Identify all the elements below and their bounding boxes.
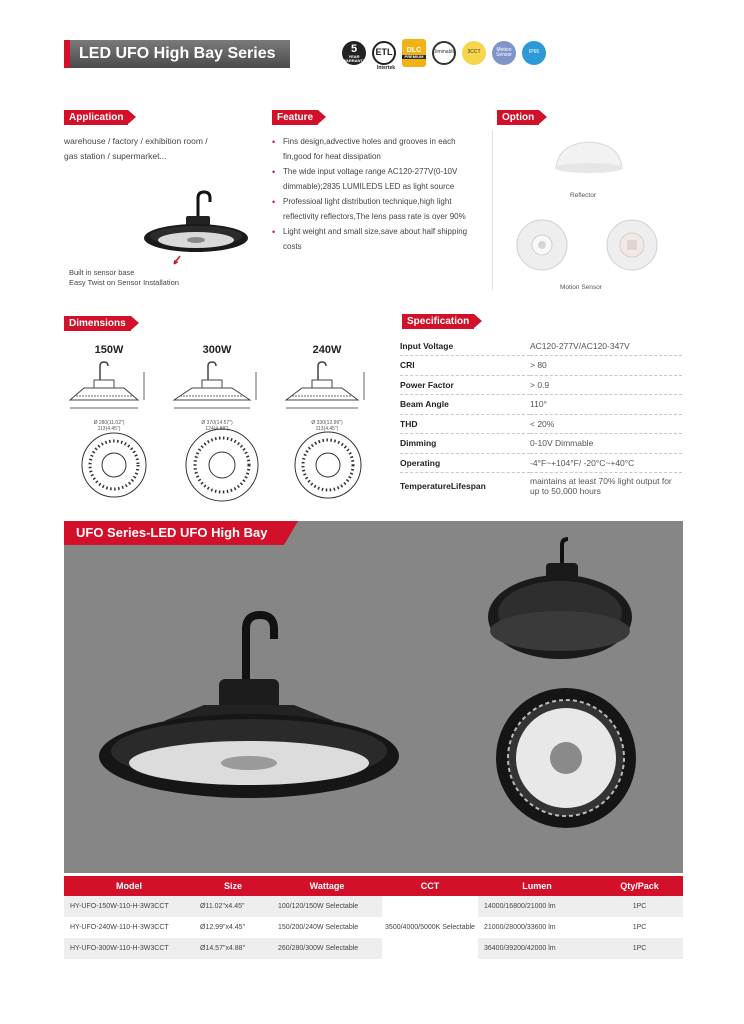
height-measure: 113(4.45") <box>315 426 339 432</box>
specification-label: Specification <box>402 314 474 329</box>
col-header-lumen: Lumen <box>478 876 596 896</box>
col-header-qty: Qty/Pack <box>596 876 683 896</box>
diameter-measure: Ø 280(11.02") <box>93 420 125 426</box>
top-view-300w <box>186 429 258 501</box>
dimension-150w: 150W Ø 280(11.02") 113(4.45") <box>64 344 154 432</box>
divider <box>492 130 493 290</box>
top-view-240w <box>295 432 361 498</box>
table-row: HY-UFO-150W-110-H-3W3CCT Ø11.02"x4.45" 100/120/150W Selectable 3500/4000/5000K Selectable 14000/16800/21000 lm 1PC <box>64 896 683 917</box>
spec-row: Operating -4°F~+104°F/ -20°C~+40°C <box>400 453 682 473</box>
diameter-measure: Ø 370(14.57") <box>201 420 233 426</box>
cct-cell: 3500/4000/5000K Selectable <box>382 896 478 959</box>
warranty-badge: 5 YEAR WARRANTY <box>342 42 366 64</box>
feature-list <box>270 135 480 255</box>
page-title: LED UFO High Bay Series <box>79 45 276 62</box>
reflector-caption: Reflector <box>570 192 597 199</box>
ip65-badge: IP65 <box>522 41 546 65</box>
page-title-bar <box>64 40 290 68</box>
dimension-240w: 240W Ø 330(12.99") 113(4.45") <box>282 344 372 432</box>
motion-sensor-badge: Motion Sensor <box>492 41 516 65</box>
feature-item: • Professioal light distribution technique,high light reflectivity reflectors,The lens pass rate is over 90% <box>270 195 480 224</box>
feature-item: • The wide input voltage range AC120-277V(0-10V dimmable);2835 LUMILEDS LED as light source <box>270 165 480 194</box>
feature-item: • Fins design,advective holes and grooves in each fin,good for heat dissipation <box>270 135 480 164</box>
reflector-image <box>548 138 630 176</box>
feature-item: • Light weight and small size,save about half shipping costs <box>270 225 480 254</box>
product-table <box>64 876 683 959</box>
feature-label: Feature <box>272 110 318 125</box>
spec-row: Power Factor > 0.9 <box>400 375 682 395</box>
top-view-drawings <box>64 428 364 502</box>
application-label: Application <box>64 110 128 125</box>
dlc-badge: DLC PREMIUM <box>402 39 426 67</box>
spec-row: Input Voltage AC120-277V/AC120-347V <box>400 336 682 356</box>
table-row: HY-UFO-240W-110-H-3W3CCT Ø12.99"x4.45" 150/200/240W Selectable 21000/28000/33600 lm 1PC <box>70 924 647 931</box>
ufo-lamp-front-image <box>494 686 639 831</box>
diameter-measure: Ø 330(12.99") <box>311 420 343 426</box>
col-header-cct: CCT <box>382 876 478 896</box>
certification-badges <box>342 39 546 71</box>
side-view-drawing <box>282 356 372 420</box>
table-row: HY-UFO-300W-110-H-3W3CCT Ø14.57"x4.88" 260/280/300W Selectable 36400/39200/42000 lm 1PC <box>64 938 683 959</box>
motion-sensor-image-2 <box>604 218 660 272</box>
specification-table <box>400 336 682 499</box>
side-view-drawing <box>64 356 154 420</box>
table-header-row <box>64 876 683 896</box>
ufo-lamp-sensor-image <box>140 190 252 265</box>
product-banner <box>64 521 683 873</box>
height-measure: 113(4.45") <box>97 426 121 432</box>
motion-sensor-caption: Motion Sensor <box>560 284 602 291</box>
dimensions-label: Dimensions <box>64 316 131 331</box>
spec-row: TemperatureLifespan maintains at least 70% light output for up to 50,000 hours <box>400 475 672 496</box>
col-header-size: Size <box>194 876 272 896</box>
side-view-drawing <box>172 356 262 420</box>
spec-row: Dimming 0-10V Dimmable <box>400 434 682 454</box>
height-measure: 124(4.88") <box>205 426 229 432</box>
sensor-caption: Built in sensor base Easy Twist on Sensor Installation <box>69 268 179 287</box>
etl-badge: ETL Intertek <box>372 41 396 65</box>
option-label: Option <box>497 110 539 125</box>
banner-title: UFO Series-LED UFO High Bay <box>64 521 284 545</box>
spec-row: CRI > 80 <box>400 356 682 376</box>
top-view-150w <box>82 433 146 497</box>
motion-sensor-image-1 <box>514 218 570 272</box>
ufo-lamp-side-image <box>484 535 634 675</box>
spec-row: Beam Angle 110° <box>400 395 682 415</box>
cct-badge: 3CCT <box>462 41 486 65</box>
application-text: warehouse / factory / exhibition room / gas station / supermarket... <box>64 136 208 161</box>
col-header-wattage: Wattage <box>272 876 382 896</box>
ufo-lamp-main-image <box>94 581 414 831</box>
spec-row: THD < 20% <box>400 414 682 434</box>
dimension-300w: 300W Ø 370(14.57") 124(4.88") <box>172 344 262 432</box>
dimmable-badge: Dimmable <box>432 41 456 65</box>
col-header-model: Model <box>64 876 194 896</box>
